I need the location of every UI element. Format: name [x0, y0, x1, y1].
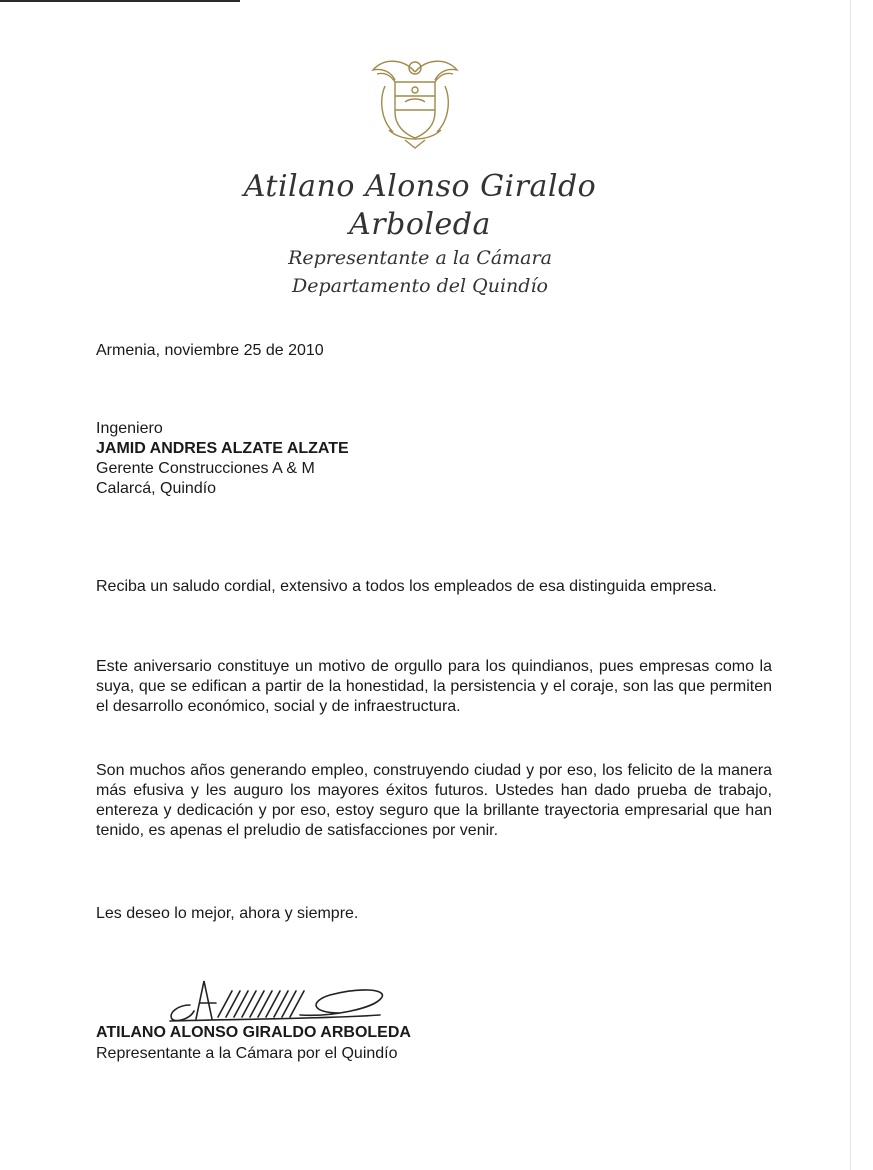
body-paragraph-1: Reciba un saludo cordial, extensivo a todos los empleados de esa distinguida empresa. — [96, 578, 717, 595]
body-paragraph-2: Este aniversario constituye un motivo de orgullo para los quindianos, pues empresas como la suya, que se edifican a partir de la honestidad, la persistencia y el coraje, son las que permiten el desarrollo económico, social y de infraestructura. — [96, 658, 772, 715]
top-rule — [0, 0, 240, 2]
page-edge — [850, 0, 851, 1170]
letter-date: Armenia, noviembre 25 de 2010 — [96, 342, 324, 359]
body-paragraph-3: Son muchos años generando empleo, construyendo ciudad y por eso, los felicito de la manera más efusiva y les auguro los mayores éxitos futuros. Ustedes han dado prueba de trabajo, entereza y dedicación y por eso, estoy seguro que la brillante trayectoria empresarial que han tenido, es apenas el preludio de satisfacciones por venir. — [96, 762, 772, 839]
recipient-position: Gerente Construcciones A & M — [96, 460, 315, 477]
recipient-title: Ingeniero — [96, 420, 163, 437]
coat-of-arms-icon — [365, 50, 465, 152]
recipient-block — [96, 419, 349, 499]
letterhead-department: Departamento del Quindío — [292, 275, 548, 297]
recipient-location: Calarcá, Quindío — [96, 480, 217, 497]
closing-line: Les deseo lo mejor, ahora y siempre. — [96, 905, 359, 922]
recipient-name: JAMID ANDRES ALZATE ALZATE — [96, 440, 349, 457]
signer-title: Representante a la Cámara por el Quindío — [96, 1045, 398, 1062]
letterhead-role: Representante a la Cámara — [288, 247, 552, 269]
letterhead-name: Atilano Alonso Giraldo Arboleda — [243, 169, 597, 242]
letterhead — [200, 168, 640, 300]
signer-block — [96, 1022, 411, 1064]
signer-name: ATILANO ALONSO GIRALDO ARBOLEDA — [96, 1024, 411, 1041]
handwritten-signature — [160, 975, 390, 1025]
